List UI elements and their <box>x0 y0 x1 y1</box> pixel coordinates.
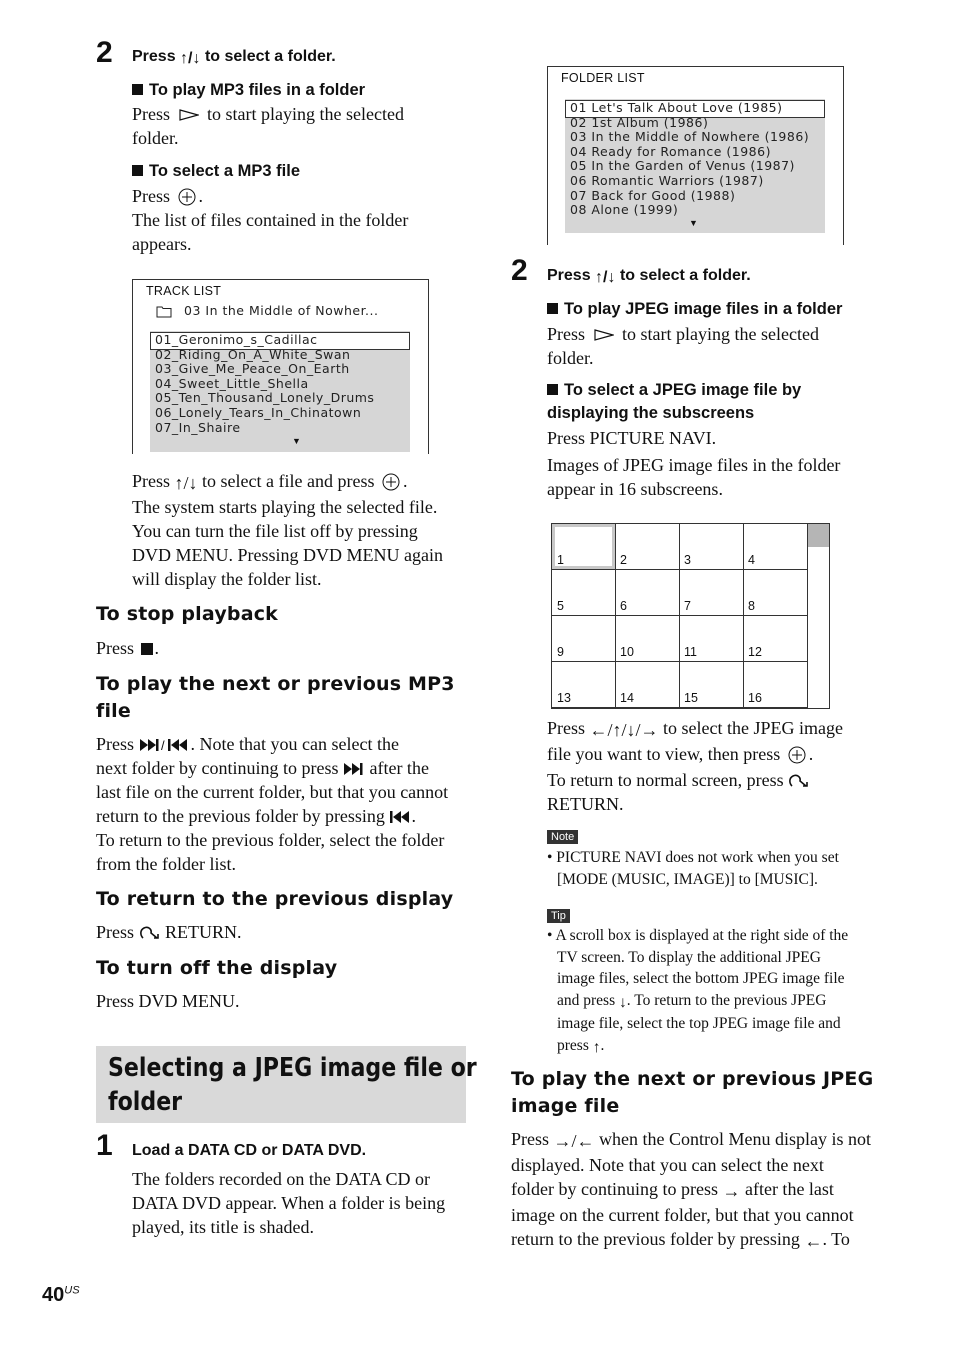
scroll-down-icon: ▼ <box>292 436 301 446</box>
step-heading-post: to select a folder. <box>200 48 336 65</box>
list-item[interactable]: 04_Sweet_Little_Shella <box>155 375 309 391</box>
paragraph: Press PICTURE NAVI. Images of JPEG image files in the folder appear in 16 subscreens. <box>547 428 841 499</box>
paragraph: Press to start playing the selected folder. <box>547 324 819 368</box>
direction-arrows-icon: ←/↑/↓/→ <box>589 720 659 740</box>
list-item[interactable]: 08 Alone (1999) <box>570 202 679 218</box>
section-title: Selecting a JPEG image file or folder <box>108 1053 477 1117</box>
svg-text:/: / <box>160 738 165 752</box>
up-down-arrows-icon: ↑/↓ <box>180 50 201 67</box>
play-icon <box>594 329 614 341</box>
next-prev-icon <box>139 738 191 752</box>
step-heading-pre: Press <box>132 48 181 65</box>
tip-badge: Tip <box>547 909 570 923</box>
subscreen-number: 10 <box>620 645 634 659</box>
list-item[interactable]: 02 1st Album (1986) <box>570 114 709 130</box>
subscreen-number: 1 <box>557 553 564 567</box>
subscreen-cell[interactable] <box>679 616 744 662</box>
subheading-mp3-folder: To play MP3 files in a folder <box>132 79 365 102</box>
step-heading: Press ↑/↓ to select a folder. <box>547 267 751 286</box>
enter-button-icon <box>382 473 400 491</box>
heading-next-prev-jpeg: To play the next or previous JPEG image file <box>511 1068 874 1117</box>
list-item[interactable]: 07_In_Shaire <box>155 419 241 435</box>
list-item[interactable]: 03_Give_Me_Peace_On_Earth <box>155 361 350 377</box>
subheading-jpeg-file: To select a JPEG image file by displaying the subscreens <box>547 381 802 422</box>
paragraph: Press RETURN. <box>96 922 242 942</box>
next-icon <box>343 762 365 776</box>
subscreen-number: 9 <box>557 645 564 659</box>
list-item[interactable]: 01_Geronimo_s_Cadillac <box>155 332 318 347</box>
subscreen-cell[interactable] <box>743 616 808 662</box>
folder-list-screen <box>547 66 844 245</box>
scroll-box[interactable] <box>808 524 829 547</box>
subscreen-number: 4 <box>748 553 755 567</box>
subscreen-cell[interactable] <box>552 570 616 616</box>
list-item[interactable]: 06_Lonely_Tears_In_Chinatown <box>155 404 362 420</box>
heading-next-prev-mp3: To play the next or previous MP3 file <box>96 673 455 722</box>
prev-icon <box>389 810 411 824</box>
note-badge: Note <box>547 830 578 844</box>
step-number-2: 2 <box>511 254 528 287</box>
square-bullet-icon <box>132 84 143 95</box>
subscreen-number: 12 <box>748 645 762 659</box>
play-icon <box>179 109 199 121</box>
subscreen-cell[interactable] <box>615 524 680 570</box>
subscreen-cell[interactable] <box>679 570 744 616</box>
list-item[interactable]: 02_Riding_On_A_White_Swan <box>155 346 351 362</box>
step-number-2: 2 <box>96 36 113 69</box>
section-banner <box>96 1046 477 1123</box>
page-number: $40^{US}$ <box>42 1284 80 1306</box>
subscreen-number: 5 <box>557 599 564 613</box>
subscreen-cell[interactable] <box>743 570 808 616</box>
subscreen-cell[interactable] <box>615 570 680 616</box>
subscreen-cell[interactable] <box>743 524 808 570</box>
list-item[interactable]: 06 Romantic Warriors (1987) <box>570 172 764 188</box>
paragraph: Press / . Note that you can select the next folder by continuing to press after the last file on the current folder, but that you cannot return to the previous folder by pressing . To return to the previous folder, select the folder from the folder list. <box>96 734 449 874</box>
subscreen-number: 14 <box>620 691 634 705</box>
folder-icon <box>156 305 172 318</box>
step-number-1: 1 <box>96 1129 113 1162</box>
subheading-mp3-file: To select a MP3 file <box>132 160 300 183</box>
enter-button-icon <box>178 188 196 206</box>
square-bullet-icon <box>547 384 558 395</box>
track-list-box <box>150 331 410 452</box>
scroll-down-icon: ▼ <box>689 218 698 228</box>
subscreen-cell[interactable] <box>679 524 744 570</box>
folder-list-title: FOLDER LIST <box>561 71 645 85</box>
right-arrow-icon: → <box>722 1181 741 1201</box>
subscreen-cell[interactable] <box>552 616 616 662</box>
list-item[interactable]: 07 Back for Good (1988) <box>570 187 736 203</box>
note-text: • PICTURE NAVI does not work when you set [MODE (MUSIC, IMAGE)] to [MUSIC]. <box>547 849 839 888</box>
paragraph: Press ←/↑/↓/→ to select the JPEG image file you want to view, then press . To return to normal screen, press RETURN. <box>547 718 843 814</box>
subscreen-number: 11 <box>684 645 697 659</box>
square-bullet-icon <box>547 303 558 314</box>
stop-icon <box>141 643 153 655</box>
step-heading: Load a DATA CD or DATA DVD. <box>132 1142 367 1159</box>
paragraph: Press to start playing the selected folder. <box>132 104 404 148</box>
track-items <box>155 333 374 435</box>
heading-turn-off-display: To turn off the display <box>96 957 338 979</box>
subscreen-number: 15 <box>684 691 698 705</box>
track-list-screen <box>132 279 429 454</box>
list-item[interactable]: 03 In the Middle of Nowhere (1986) <box>570 129 810 145</box>
paragraph: Press . <box>96 638 160 658</box>
square-bullet-icon <box>132 165 143 176</box>
up-down-arrows-icon: ↑/↓ <box>174 473 198 493</box>
track-list-title: TRACK LIST <box>146 284 222 298</box>
subscreen-grid <box>551 523 830 709</box>
up-down-arrows-icon: ↑/↓ <box>595 269 616 286</box>
scroll-track <box>808 524 829 708</box>
right-left-arrows-icon: →/← <box>553 1131 595 1151</box>
subscreen-cell[interactable] <box>552 662 616 708</box>
subscreen-number: 3 <box>684 553 691 567</box>
subscreen-number: 6 <box>620 599 627 613</box>
down-arrow-icon: ↓ <box>619 993 627 1011</box>
enter-button-icon <box>788 746 806 764</box>
subscreen-number: 13 <box>557 691 571 705</box>
heading-stop-playback: To stop playback <box>96 603 279 625</box>
subscreen-cell[interactable] <box>552 524 616 570</box>
paragraph: Press . The list of files contained in the folder appears. <box>132 186 409 254</box>
subscreen-cell[interactable] <box>615 662 680 708</box>
folder-items <box>570 101 809 218</box>
paragraph: The folders recorded on the DATA CD or DATA DVD appear. When a folder is being played, its title is shaded. <box>132 1169 446 1237</box>
subscreen-number: 8 <box>748 599 755 613</box>
return-icon <box>788 774 810 788</box>
subscreen-number: 2 <box>620 553 627 567</box>
up-arrow-icon: ↑ <box>592 1038 601 1056</box>
list-item[interactable]: 05 In the Garden of Venus (1987) <box>570 158 795 174</box>
list-item[interactable]: 05_Ten_Thousand_Lonely_Drums <box>155 390 375 406</box>
subscreen-cell[interactable] <box>743 662 808 708</box>
step-heading <box>132 47 336 69</box>
subscreen-cell[interactable] <box>679 662 744 708</box>
paragraph: Press →/← when the Control Menu display is not displayed. Note that you can select the next folder by continuing to press → after the last image on the current folder, but that you cannot return to the previous folder by pressing ←. To <box>511 1129 872 1251</box>
subscreen-number: 16 <box>748 691 762 705</box>
list-item[interactable]: 04 Ready for Romance (1986) <box>570 143 771 159</box>
tip-text: • A scroll box is displayed at the right side of the TV screen. To display the additional JPEG image files, select the bottom JPEG image file and press ↓. To return to the previous JPEG image file, select the top JPEG image file and press ↑. <box>547 925 848 1058</box>
subheading-jpeg-folder: To play JPEG image files in a folder <box>547 298 842 321</box>
subscreen-number: 7 <box>684 599 691 613</box>
paragraph: Press ↑/↓ to select a file and press . The system starts playing the selected file. You can turn the file list off by pressing DVD MENU. Pressing DVD MENU again will display the folder list. <box>132 471 443 589</box>
list-item[interactable]: 01 Let's Talk About Love (1985) <box>570 100 783 115</box>
subscreen-cell[interactable] <box>615 616 680 662</box>
folder-list-box <box>565 99 825 233</box>
return-icon <box>139 926 161 940</box>
heading-return-previous: To return to the previous display <box>96 888 454 910</box>
left-arrow-icon: ← <box>804 1231 823 1251</box>
current-folder: 03 In the Middle of Nowher... <box>184 303 379 318</box>
paragraph: Press DVD MENU. <box>96 991 240 1011</box>
